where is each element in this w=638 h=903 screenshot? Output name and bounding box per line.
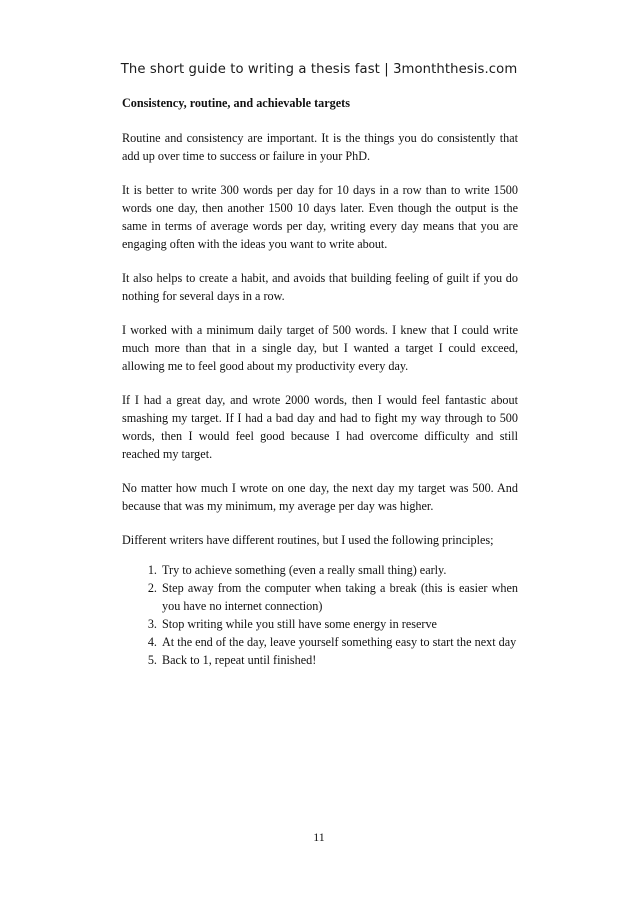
paragraph-3: It also helps to create a habit, and avoids that building feeling of guilt if you do nothing for several days in a row. — [122, 271, 518, 303]
list-item: 4. At the end of the day, leave yourself something easy to start the next day — [160, 633, 518, 651]
list-item: 1. Try to achieve something (even a really small thing) early. — [160, 561, 518, 579]
paragraph-5: If I had a great day, and wrote 2000 words, then I would feel fantastic about smashing my target. If I had a bad day and had to fight my way through to 500 words, then I would feel good because I had overcome difficulty and still reached my target. — [122, 393, 518, 461]
paragraph-6: No matter how much I wrote on one day, the next day my target was 500. And because that was my minimum, my average per day was higher. — [122, 481, 518, 513]
paragraph-7: Different writers have different routines, but I used the following principles; — [122, 533, 494, 547]
page-content — [122, 94, 518, 669]
list-item: 2. Step away from the computer when taking a break (this is easier when you have no internet connection) — [160, 579, 518, 615]
page-number: 11 — [313, 830, 325, 844]
running-header: The short guide to writing a thesis fast | 3monththesis.com — [120, 62, 518, 77]
paragraph-4: I worked with a minimum daily target of 500 words. I knew that I could write much more than that in a single day, but I wanted a target I could exceed, allowing me to feel good about my productivity every day. — [122, 323, 518, 373]
list-item: 3. Stop writing while you still have some energy in reserve — [160, 615, 518, 633]
paragraph-1: Routine and consistency are important. It is the things you do consistently that add up over time to success or failure in your PhD. — [122, 131, 518, 163]
section-heading: Consistency, routine, and achievable targets — [122, 96, 350, 110]
principles-list — [122, 561, 518, 669]
list-item: 5. Back to 1, repeat until finished! — [160, 651, 518, 669]
paragraph-2: It is better to write 300 words per day for 10 days in a row than to write 1500 words one day, then another 1500 10 days later. Even though the output is the same in terms of average words per day, writing every day means that you are engaging often with the ideas you want to write about. — [122, 183, 518, 251]
